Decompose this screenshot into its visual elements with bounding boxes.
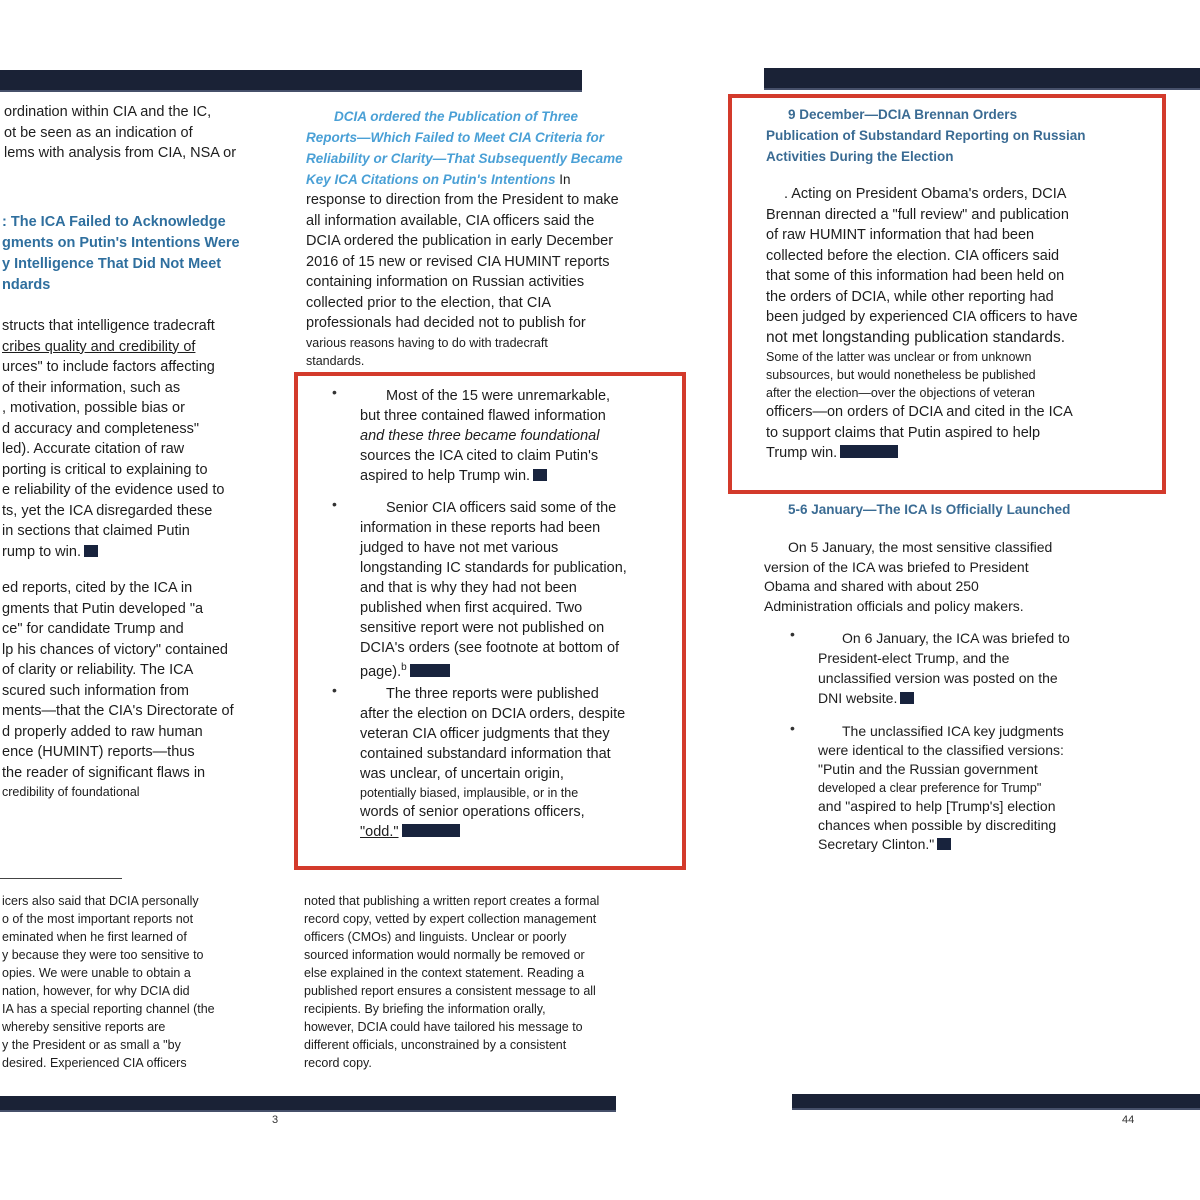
col3-paragraph-1: . Acting on President Obama's orders, DCIA Brennan directed a "full review" and publication of raw HUMINT information that had been collected before the election. CIA officers said that some of this information had been held on the orders of DCIA, while other reporting had been judged by experienced CIA officers to have not met longstanding publication standards. Some of the latter was unclear or from unknown subsources, but would nonetheless be published after the election—over the objections of veteran officers—on orders of DCIA and cited in the ICA to support claims that Putin aspired to help Trump win. bbox=[766, 186, 1078, 461]
redaction-block bbox=[402, 824, 460, 837]
footnote-divider bbox=[0, 878, 122, 879]
page-number-right: 44 bbox=[1122, 1114, 1135, 1126]
col2-paragraph: response to direction from the President to make all information available, CIA officers said the DCIA ordered the publication in early December 2016 of 15 new or revised CIA HUMINT reports containing information on Russian activities collected prior to the election, that CIA professionals had decided not to publish for various reasons having to do with tradecraft standards. bbox=[306, 192, 619, 368]
col2-section-heading: DCIA ordered the Publication of Three Reports—Which Failed to Meet CIA Criteria for Reliability or Clarity—That Subsequently Became Key ICA Citations on Putin's Intentions In bbox=[306, 109, 623, 187]
col3-paragraph-2: On 5 January, the most sensitive classified version of the ICA was briefed to President Obama and shared with about 250 Administration officials and policy makers. bbox=[764, 539, 1053, 614]
col3-section-heading: 9 December—DCIA Brennan Orders Publication of Substandard Reporting on Russian Activities During the Election bbox=[766, 107, 1086, 164]
col3-bullet-1: On 6 January, the ICA was briefed to President-elect Trump, and the unclassified version was posted on the DNI website. bbox=[818, 630, 1070, 706]
col2-footnote: noted that publishing a written report creates a formal record copy, vetted by expert collection management officers (CMOs) and linguists. Unclear or poorly sourced information would normally be removed or else explained in the context statement. Reading a published report ensures a consistent message to all recipients. By briefing the information orally, however, DCIA could have tailored his message to different officials, unconstrained by a consistent record copy. bbox=[304, 894, 600, 1070]
col1-intro: ordination within CIA and the IC, ot be seen as an indication of lems with analysis from CIA, NSA or bbox=[4, 104, 237, 161]
col1-paragraph-1: structs that intelligence tradecraft cribes quality and credibility of urces" to include factors affecting of their information, such as , motivation, possible bias or d accuracy and completeness" led). Accurate citation of raw porting is critical to explaining to e reliability of the evidence used to ts, yet the ICA disregarded these in sections that claimed Putin rump to win. bbox=[2, 318, 225, 560]
bullet-marker: • bbox=[332, 384, 337, 400]
col3-bullet-2: The unclassified ICA key judgments were identical to the classified versions: "Putin and the Russian government developed a clear preference for Trump" and "aspired to help [Trump's] election chances when possible by discrediting Secretary Clinton." bbox=[818, 723, 1064, 852]
bullet-marker: • bbox=[332, 496, 337, 512]
col1-paragraph-2: ed reports, cited by the ICA in gments that Putin developed "a ce" for candidate Trump and lp his chances of victory" contained of clarity or reliability. The ICA scured such information from ments—that the CIA's Directorate of d properly added to raw human ence (HUMINT) reports—thus the reader of significant flaws in credibility of foundational bbox=[2, 580, 234, 799]
bullet-marker: • bbox=[790, 720, 795, 736]
col2-bullet-2: Senior CIA officers said some of the information in these reports had been judged to have not met various longstanding IC standards for publication, and that is why they had not been published when first acquired. Two sensitive report were not published on DCIA's orders (see footnote at bottom of page).$^b$ bbox=[360, 500, 627, 680]
redaction-block bbox=[840, 445, 898, 458]
page-number-left: 3 bbox=[272, 1114, 279, 1126]
redaction-block bbox=[533, 469, 547, 481]
col2-bullet-1: Most of the 15 were unremarkable, but three contained flawed information and these three became foundational sources the ICA cited to claim Putin's aspired to help Trump win. bbox=[360, 388, 611, 484]
page-footer-bar-left bbox=[0, 1096, 616, 1112]
bullet-marker: • bbox=[790, 626, 795, 642]
redaction-block bbox=[410, 664, 450, 677]
col1-section-heading: : The ICA Failed to Acknowledge gments on Putin's Intentions Were y Intelligence That Did Not Meet ndards bbox=[2, 214, 240, 293]
redaction-block bbox=[84, 545, 98, 557]
page-header-bar-right bbox=[764, 68, 1200, 90]
bullet-marker: • bbox=[332, 682, 337, 698]
page-footer-bar-right bbox=[792, 1094, 1200, 1110]
page-header-bar-left bbox=[0, 70, 582, 92]
redaction-block bbox=[900, 692, 914, 704]
col1-footnote: icers also said that DCIA personally o of the most important reports not eminated when he first learned of y because they were too sensitive to opies. We were unable to obtain a nation, however, for why DCIA did IA has a special reporting channel (the whereby sensitive reports are y the President or as small a "by desired. Experienced CIA officers bbox=[2, 894, 215, 1070]
col3-subheading: 5-6 January—The ICA Is Officially Launched bbox=[788, 502, 1071, 517]
redaction-block bbox=[937, 838, 951, 850]
col2-bullet-3: The three reports were published after the election on DCIA orders, despite veteran CIA officer judgments that they contained substandard information that was unclear, of uncertain origin, potentially biased, implausible, or in the words of senior operations officers, "odd." bbox=[360, 686, 626, 840]
